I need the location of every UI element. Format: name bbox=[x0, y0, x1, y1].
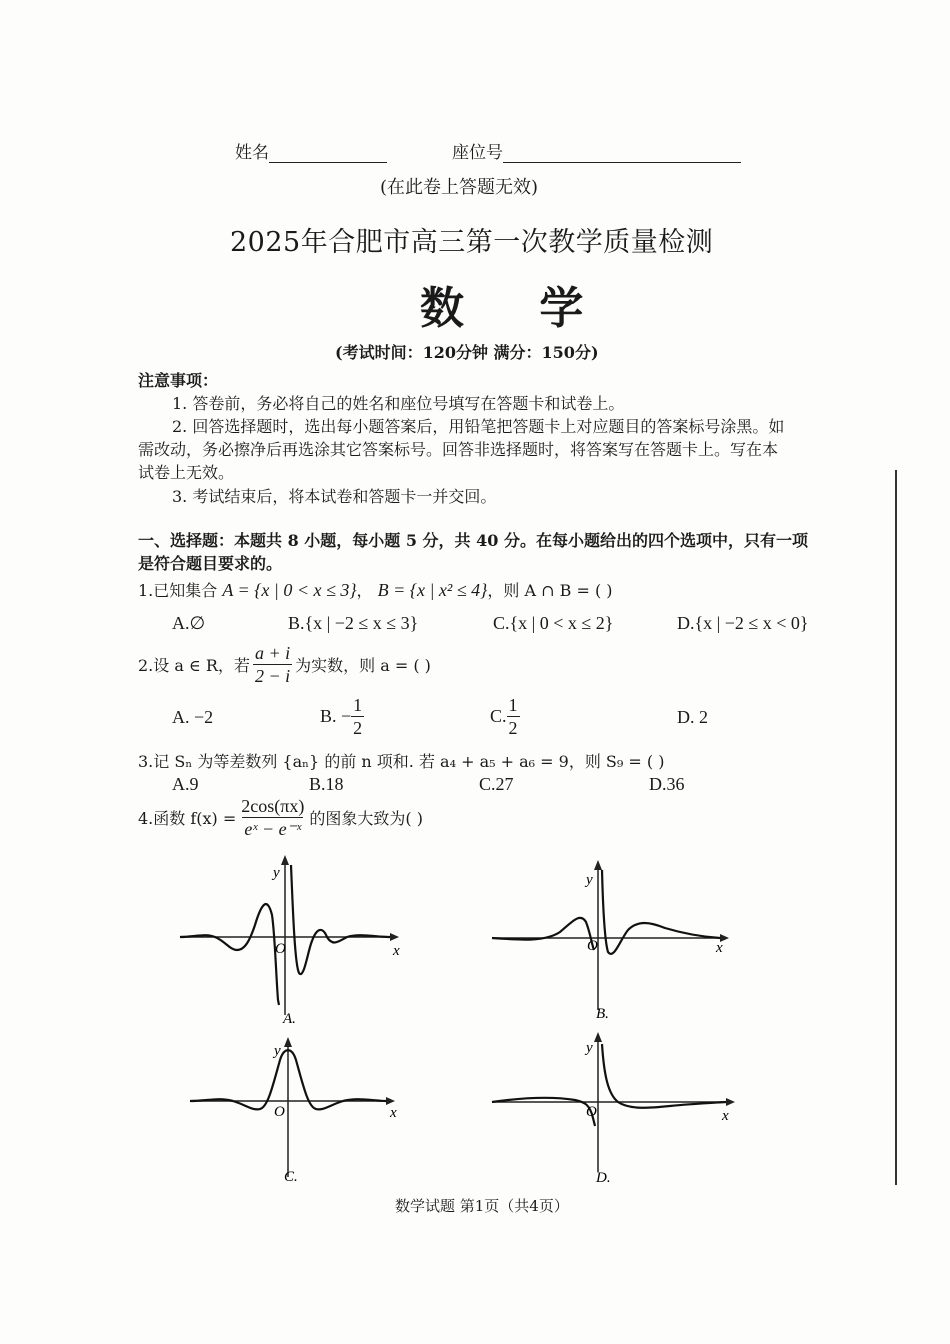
q3-option-c: C.27 bbox=[479, 774, 514, 794]
q1-option-d: D.{x | −2 ≤ x < 0} bbox=[677, 613, 809, 633]
q2-fraction bbox=[253, 642, 292, 687]
graph-d-curve bbox=[492, 1044, 726, 1126]
graph-b bbox=[490, 860, 740, 1025]
q4-denominator: eˣ − e⁻ˣ bbox=[244, 819, 302, 839]
q4-suffix: 的图象大致为( ) bbox=[309, 809, 423, 828]
graph-a bbox=[175, 855, 415, 1025]
graph-c bbox=[188, 1035, 413, 1185]
subject-title: 数 学 bbox=[420, 283, 614, 334]
q2-prefix: 2.设 a ∈ R，若 bbox=[138, 656, 250, 675]
notice-item-1: 1. 答卷前，务必将自己的姓名和座位号填写在答题卡和试卷上。 bbox=[172, 394, 625, 413]
notice-item-2-line2: 需改动，务必擦净后再选涂其它答案标号。回答非选择题时，将答案写在答题卡上。写在本 bbox=[138, 440, 779, 459]
q2-option-b bbox=[320, 694, 364, 739]
page-footer: 数学试题 第1页（共4页） bbox=[395, 1197, 569, 1215]
graph-d-x-arrow bbox=[726, 1098, 735, 1106]
graph-b-curve bbox=[492, 870, 720, 954]
q2-c-num: 1 bbox=[508, 695, 518, 715]
q2-denominator: 2 − i bbox=[254, 666, 291, 686]
q1-set-a: A = {x | 0 < x ≤ 3} bbox=[222, 580, 357, 600]
graph-c-y-label: y bbox=[274, 1043, 281, 1059]
q2-numerator: a + i bbox=[254, 643, 291, 663]
q2-option-c-fraction bbox=[507, 694, 520, 739]
question-4 bbox=[138, 795, 423, 840]
q3-option-a: A.9 bbox=[172, 774, 199, 794]
q4-prefix: 4.函数 f(x) = bbox=[138, 809, 237, 828]
q2-option-c-label: C. bbox=[490, 706, 507, 726]
graph-b-origin: O bbox=[587, 938, 598, 954]
q1-set-b: B = {x | x² ≤ 4} bbox=[377, 580, 488, 600]
graph-d-y-arrow bbox=[594, 1032, 602, 1042]
graph-d-y-label: y bbox=[586, 1040, 593, 1056]
q3-option-b: B.18 bbox=[309, 774, 344, 794]
graph-a-origin: O bbox=[275, 941, 286, 957]
q2-option-d: D. 2 bbox=[677, 707, 708, 727]
question-3: 3.记 Sₙ 为等差数列 {aₙ} 的前 n 项和. 若 a₄ + a₅ + a₆ = 9，则 S₉ = ( ) bbox=[138, 752, 665, 771]
q2-option-a: A. −2 bbox=[172, 707, 214, 727]
graph-c-origin: O bbox=[274, 1104, 285, 1120]
graph-d-label: D. bbox=[596, 1170, 611, 1186]
exam-info: (考试时间：120分钟 满分：150分) bbox=[335, 343, 599, 362]
invalid-note: (在此卷上答题无效) bbox=[380, 177, 539, 198]
seat-blank bbox=[503, 142, 741, 163]
q1-option-c: C.{x | 0 < x ≤ 2} bbox=[493, 613, 614, 633]
notice-item-2-line3: 试卷上无效。 bbox=[138, 463, 235, 482]
graph-c-label: C. bbox=[284, 1169, 298, 1185]
notice-heading: 注意事项： bbox=[138, 371, 219, 390]
q2-b-den: 2 bbox=[353, 718, 363, 738]
question-1: 1.已知集合 A = {x | 0 < x ≤ 3}， B = {x | x² ≤ 4}，则 A ∩ B = ( ) bbox=[138, 580, 613, 600]
graph-a-label: A. bbox=[283, 1011, 296, 1025]
q2-b-num: 1 bbox=[353, 695, 363, 715]
graph-a-y-arrow bbox=[281, 855, 289, 865]
graph-b-label: B. bbox=[596, 1006, 609, 1022]
graph-b-x-label: x bbox=[716, 940, 723, 956]
graph-c-x-arrow bbox=[386, 1097, 395, 1105]
section1-line2: 是符合题目要求的。 bbox=[138, 554, 283, 573]
section1-line1: 一、选择题：本题共 8 小题，每小题 5 分，共 40 分。在每小题给出的四个选项中，只有一项 bbox=[138, 531, 808, 550]
q2-option-c bbox=[490, 694, 520, 739]
graph-a-x-label: x bbox=[393, 943, 400, 959]
graph-d-origin: O bbox=[586, 1104, 597, 1120]
name-label: 姓名 bbox=[235, 143, 269, 163]
graph-d bbox=[490, 1030, 740, 1188]
graph-c-y-arrow bbox=[284, 1037, 292, 1047]
q1-prefix: 1.已知集合 bbox=[138, 581, 218, 600]
q2-option-b-fraction bbox=[351, 694, 364, 739]
graph-c-x-label: x bbox=[390, 1105, 397, 1121]
graph-a-x-arrow bbox=[390, 933, 399, 941]
q2-c-den: 2 bbox=[508, 718, 518, 738]
page-right-rule bbox=[895, 470, 897, 1185]
q3-option-d: D.36 bbox=[649, 774, 685, 794]
q1-ask: ，则 A ∩ B = ( ) bbox=[487, 581, 613, 600]
q4-numerator: 2cos(πx) bbox=[241, 796, 305, 816]
graph-a-y-label: y bbox=[273, 865, 280, 881]
notice-item-3: 3. 考试结束后，将本试卷和答题卡一并交回。 bbox=[172, 487, 497, 506]
name-blank bbox=[269, 142, 387, 163]
graph-b-y-arrow bbox=[594, 860, 602, 870]
graph-b-y-label: y bbox=[586, 872, 593, 888]
q1-option-a: A.∅ bbox=[172, 613, 206, 633]
q1-option-b: B.{x | −2 ≤ x ≤ 3} bbox=[288, 613, 419, 633]
seat-label: 座位号 bbox=[452, 143, 503, 163]
graph-d-x-label: x bbox=[722, 1108, 729, 1124]
q2-suffix: 为实数，则 a = ( ) bbox=[295, 656, 431, 675]
q4-fraction bbox=[239, 795, 306, 840]
question-2 bbox=[138, 642, 431, 687]
notice-item-2-line1: 2. 回答选择题时，选出每小题答案后，用铅笔把答题卡上对应题目的答案标号涂黑。如 bbox=[172, 417, 785, 436]
exam-title: 2025年合肥市高三第一次教学质量检测 bbox=[230, 227, 714, 258]
q2-option-b-label: B. − bbox=[320, 706, 352, 726]
